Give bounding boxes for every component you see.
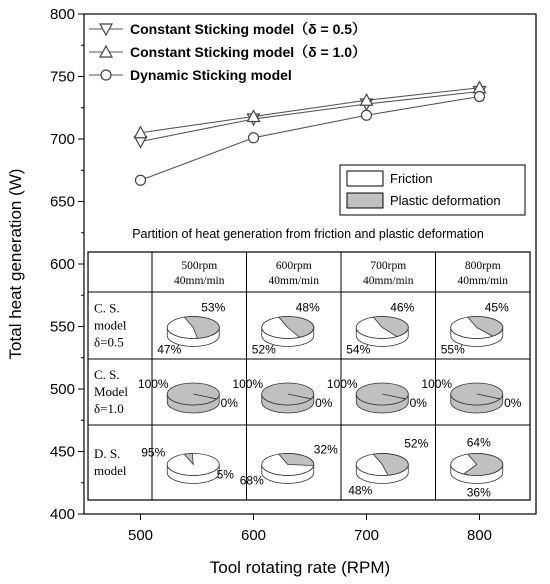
x-tick-label: 600 [240, 527, 267, 544]
x-tick-label: 700 [353, 527, 380, 544]
x-tick-label: 800 [466, 527, 493, 544]
pie-friction-label: 36% [466, 485, 491, 500]
inset-row-label: Model [94, 384, 128, 399]
x-tick-label: 500 [127, 527, 154, 544]
y-tick-label: 500 [49, 381, 75, 398]
inset-column-feed: 40mm/min [363, 275, 414, 287]
pie-friction-label: 52% [251, 342, 276, 357]
pie-plastic-label: 100% [326, 377, 358, 391]
y-tick-label: 700 [49, 131, 75, 148]
x-axis-label: Tool rotating rate (RPM) [209, 558, 391, 577]
inset-column-rpm: 500rpm [181, 260, 218, 272]
pie-friction-label: 55% [440, 342, 465, 357]
pie-friction-label: 68% [239, 473, 264, 488]
pie-plastic-label: 46% [390, 300, 415, 315]
y-axis-label: Total heat generation (W) [6, 168, 25, 360]
y-tick-label: 600 [49, 256, 75, 273]
pie-plastic-label: 64% [466, 435, 491, 450]
pie-friction-label: 0% [220, 396, 238, 410]
y-tick-label: 550 [49, 318, 75, 336]
inset-row-label: C. S. [94, 367, 120, 382]
pie-plastic-label: 45% [484, 300, 509, 315]
inset-row-label: C. S. [94, 300, 120, 316]
legend-label: Constant Sticking model（δ = 1.0） [130, 44, 367, 60]
pie-friction-label: 48% [348, 483, 373, 498]
legend-label: Constant Sticking model（δ = 0.5） [130, 21, 367, 37]
inset-row-label: δ=1.0 [94, 401, 124, 416]
pie-plastic-label: 100% [232, 377, 264, 391]
pie-plastic-label: 100% [137, 377, 169, 391]
inset-row-label: δ=0.5 [94, 334, 124, 350]
series-line [141, 92, 480, 142]
inset-column-feed: 40mm/min [268, 275, 319, 287]
pie-plastic-label: 32% [313, 442, 338, 457]
inset-row-label: D. S. [94, 446, 121, 461]
y-tick-label: 650 [49, 193, 75, 211]
legend-marker [101, 70, 111, 80]
pie-friction-label: 95% [141, 445, 166, 460]
partition-inset [88, 227, 530, 500]
pie-plastic-label: 48% [295, 300, 320, 315]
pie-plastic-label: 100% [421, 377, 453, 391]
pie-friction-label: 47% [157, 342, 182, 357]
inset-column-rpm: 600rpm [275, 260, 312, 272]
pie-legend-label: Plastic deformation [390, 193, 501, 208]
pie-plastic-label: 5% [216, 467, 234, 482]
pie-friction-label: 0% [504, 396, 522, 410]
inset-row-label: model [94, 463, 127, 478]
legend-label: Dynamic Sticking model [130, 67, 292, 83]
inset-column-rpm: 700rpm [370, 260, 407, 272]
inset-column-rpm: 800rpm [464, 260, 501, 272]
legend-group [89, 21, 366, 83]
inset-column-feed: 40mm/min [457, 275, 508, 287]
pie-friction-label: 54% [346, 342, 371, 357]
y-tick-label: 800 [49, 6, 75, 23]
data-point [249, 133, 259, 143]
y-tick-label: 400 [49, 506, 75, 523]
pie-legend [340, 165, 525, 215]
inset-column-feed: 40mm/min [174, 275, 225, 287]
y-tick-label: 450 [49, 443, 75, 461]
data-point [362, 110, 372, 120]
pie-friction-label: 0% [409, 396, 427, 410]
pie-legend-swatch [347, 171, 383, 186]
pie-plastic-label: 52% [404, 436, 429, 451]
pie-friction-label: 0% [315, 396, 333, 410]
inset-row-label: model [94, 317, 127, 333]
pie-plastic-label: 53% [201, 300, 226, 315]
pie-legend-label: Friction [390, 171, 433, 186]
data-point [136, 175, 146, 185]
inset-title: Partition of heat generation from friction and plastic deformation [132, 227, 484, 241]
y-tick-label: 750 [49, 68, 75, 86]
pie-legend-swatch [347, 193, 383, 208]
data-point [475, 92, 485, 102]
